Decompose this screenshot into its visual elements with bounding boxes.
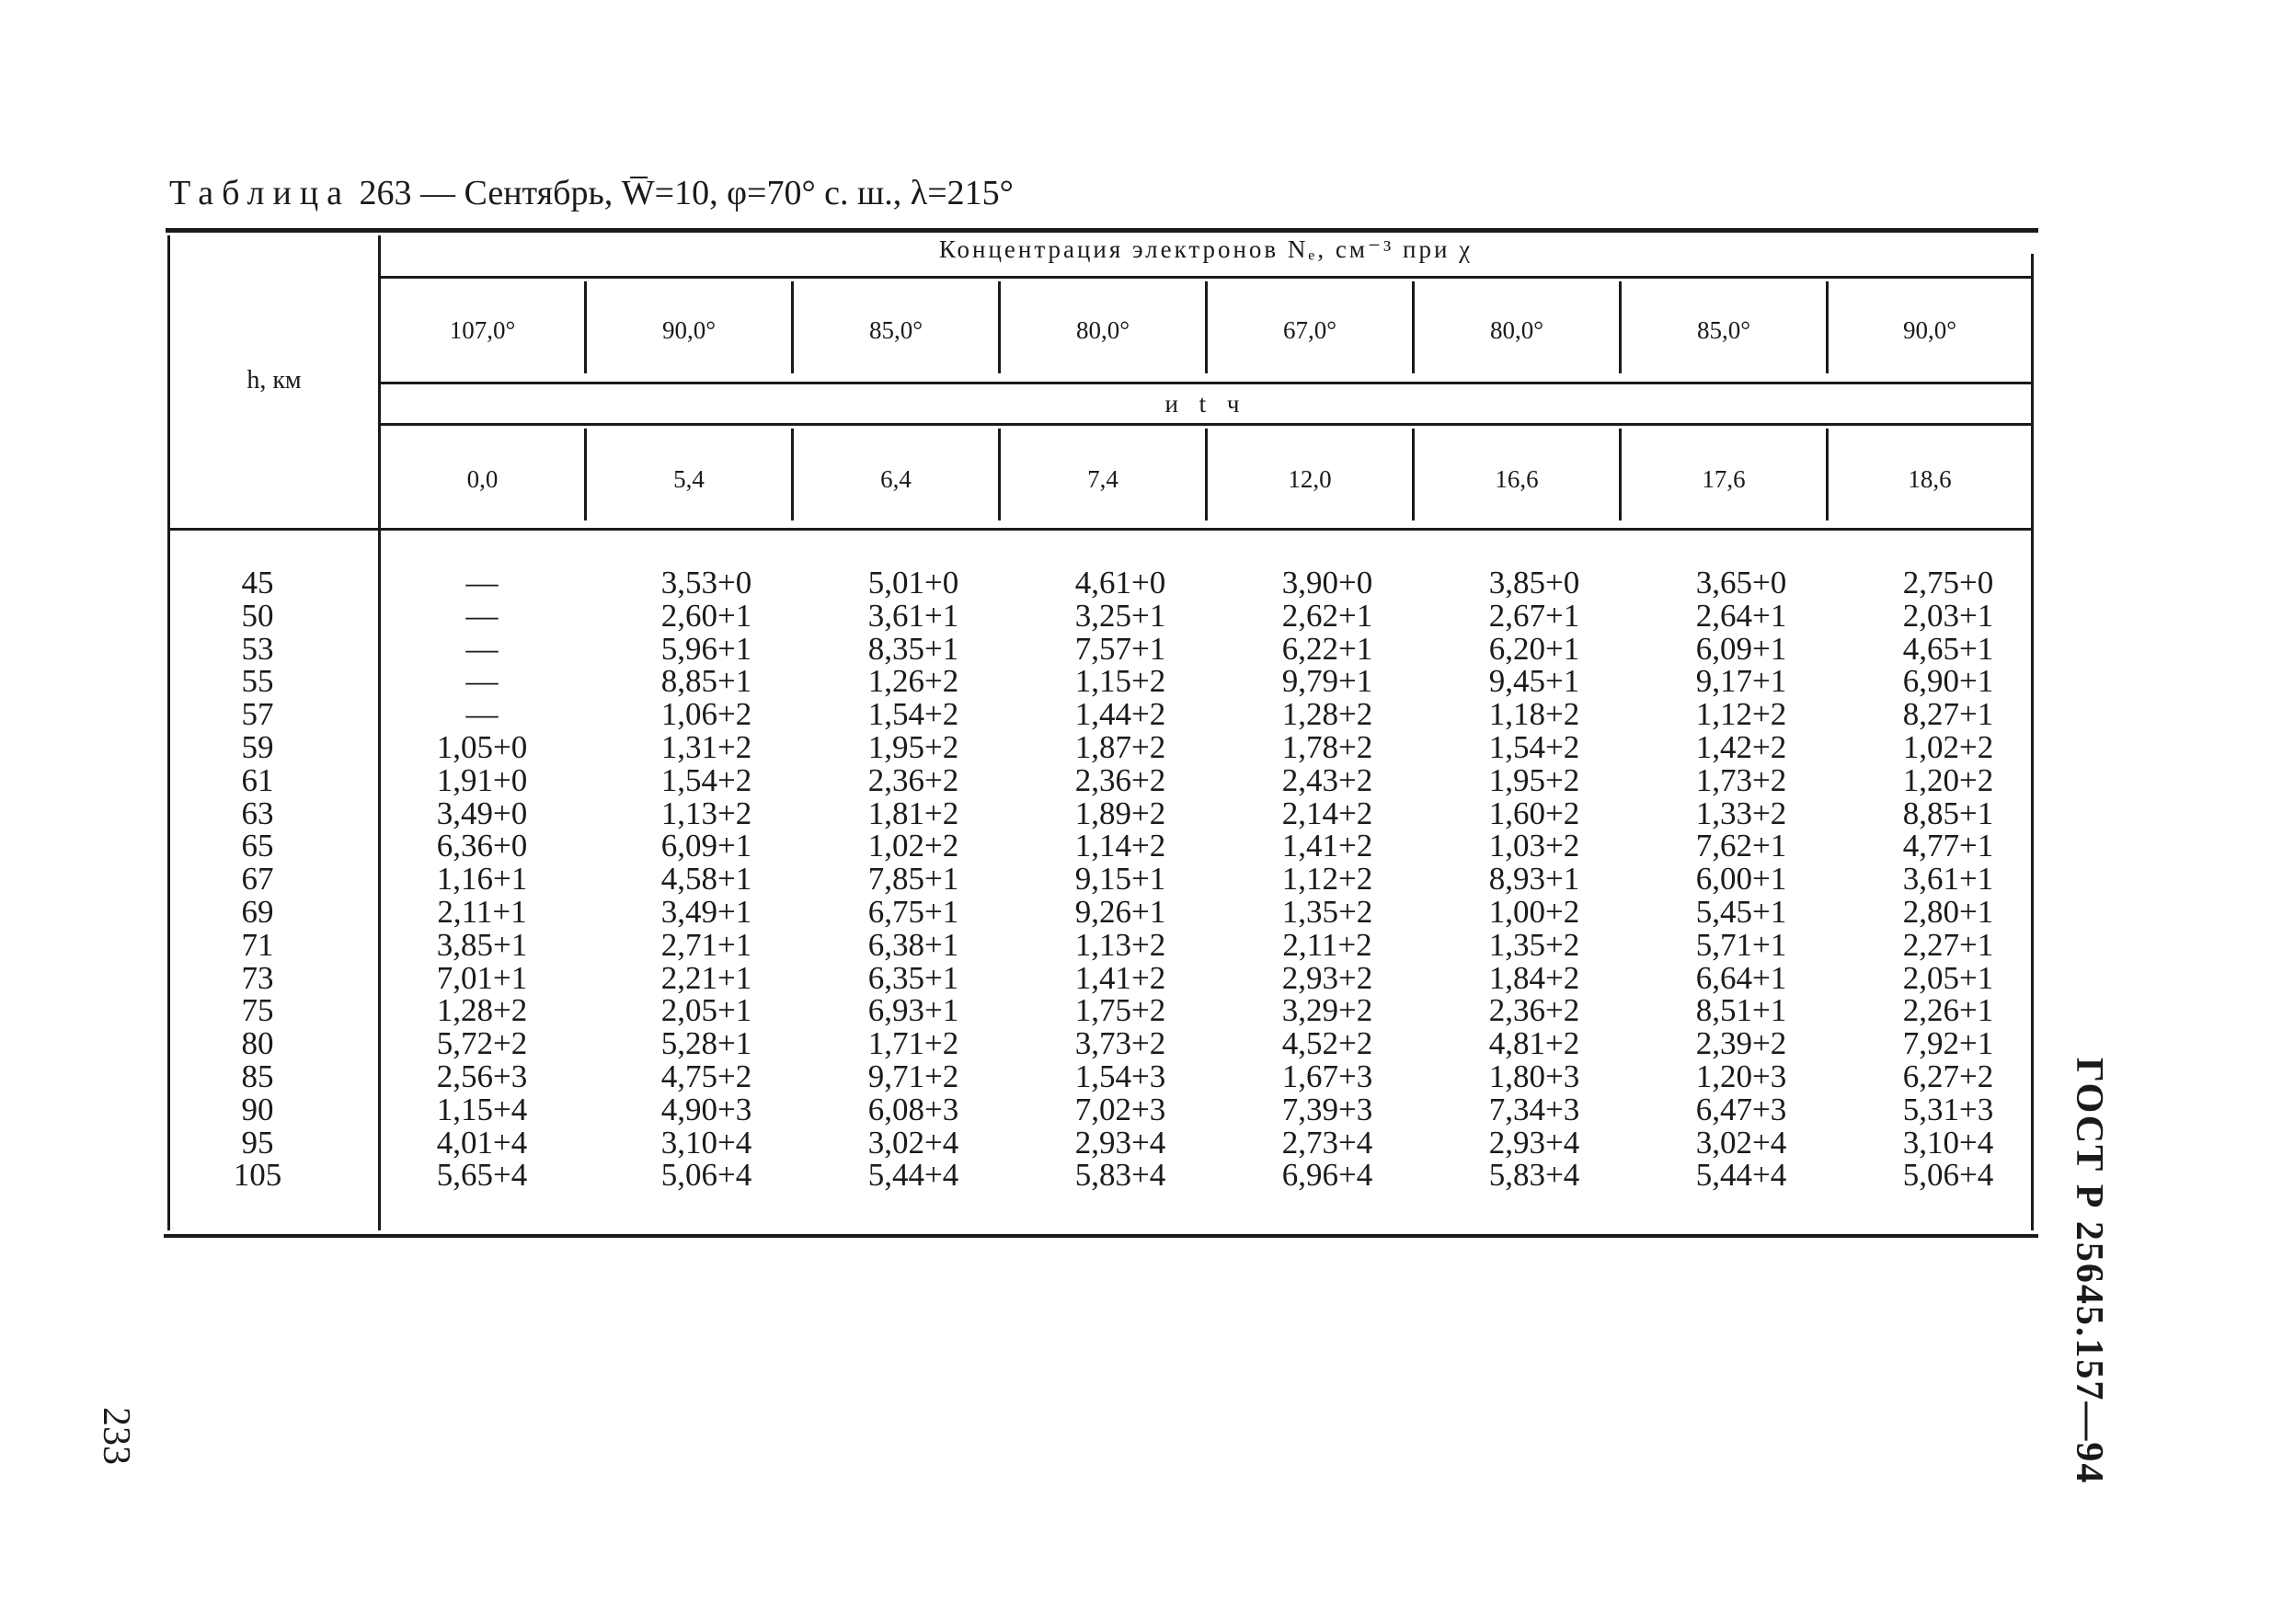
table-cell: 2,39+2 xyxy=(1695,1025,1787,1062)
data-column xyxy=(614,566,798,1192)
table-cell: 2,93+4 xyxy=(1074,1124,1166,1161)
t-value: 7,4 xyxy=(1087,465,1118,493)
table-cell: 6,35+1 xyxy=(867,959,959,996)
table-cell: 1,02+2 xyxy=(867,828,959,864)
chi-value: 80,0° xyxy=(1489,316,1544,344)
table-cell: 1,54+2 xyxy=(867,696,959,733)
table-cell: 1,28+2 xyxy=(1281,696,1373,733)
table-cell: 1,26+2 xyxy=(867,663,959,700)
table-cell: 2,71+1 xyxy=(660,926,752,963)
header-rule-bottom xyxy=(170,528,2031,531)
table-cell: 2,05+1 xyxy=(1902,959,1994,996)
table-cell: 2,73+4 xyxy=(1281,1124,1373,1161)
table-cell: 1,06+2 xyxy=(660,696,752,733)
table-cell: 1,18+2 xyxy=(1488,696,1580,733)
table-cell: 6,47+3 xyxy=(1695,1091,1787,1127)
header-rule-1 xyxy=(381,276,2031,279)
table-cell: 1,91+0 xyxy=(436,761,528,798)
table-cell: 3,73+2 xyxy=(1074,1025,1166,1062)
table-cell: 1,54+2 xyxy=(660,761,752,798)
table-cell: 5,83+4 xyxy=(1074,1157,1166,1194)
table-cell: 4,65+1 xyxy=(1902,630,1994,667)
table-cell: 1,14+2 xyxy=(1074,828,1166,864)
table-cell: 7,62+1 xyxy=(1695,828,1787,864)
table-cell: 5,44+4 xyxy=(867,1157,959,1194)
table-cell: 7,39+3 xyxy=(1281,1091,1373,1127)
table-cell: 4,61+0 xyxy=(1074,565,1166,600)
table-cell: 9,15+1 xyxy=(1074,861,1166,898)
t-value: 16,6 xyxy=(1495,465,1539,493)
table-cell: 1,95+2 xyxy=(867,728,959,765)
table-cell: 6,90+1 xyxy=(1902,663,1994,700)
table-cell: 6,00+1 xyxy=(1695,861,1787,898)
height-cell: 80 xyxy=(241,1025,274,1062)
table-cell: 9,71+2 xyxy=(867,1058,959,1094)
table-cell: 5,28+1 xyxy=(660,1025,752,1062)
table-cell: 6,64+1 xyxy=(1695,959,1787,996)
height-cell: 105 xyxy=(233,1157,282,1194)
table-cell: 1,12+2 xyxy=(1281,861,1373,898)
table-cell: 2,43+2 xyxy=(1281,761,1373,798)
table-cell: 5,65+4 xyxy=(436,1157,528,1194)
table-cell: 6,38+1 xyxy=(867,926,959,963)
document-side-title: ГОСТ Р 25645.157—94 xyxy=(2068,1058,2110,1485)
t-value: 12,0 xyxy=(1288,465,1332,493)
t-value: 17,6 xyxy=(1702,465,1746,493)
table-cell: 4,52+2 xyxy=(1281,1025,1373,1062)
caption-text: 263 — Сентябрь, W̅=10, φ=70° с. ш., λ=215° xyxy=(359,174,1014,212)
table-cell: 7,85+1 xyxy=(867,861,959,898)
table-cell: 3,02+4 xyxy=(1695,1124,1787,1161)
chi-value: 67,0° xyxy=(1282,316,1337,344)
table-cell: 6,22+1 xyxy=(1281,630,1373,667)
table-cell: 1,67+3 xyxy=(1281,1058,1373,1094)
table-cell: 3,10+4 xyxy=(660,1124,752,1161)
table-cell: 5,45+1 xyxy=(1695,893,1787,930)
table-cell: 5,06+4 xyxy=(1902,1157,1994,1194)
table-cell: 5,44+4 xyxy=(1695,1157,1787,1194)
table-cell: 3,49+0 xyxy=(436,795,528,831)
top-rule xyxy=(166,228,2038,233)
table-cell: 9,79+1 xyxy=(1281,663,1373,700)
table-cell: 3,61+1 xyxy=(867,597,959,634)
data-column xyxy=(821,566,1005,1192)
table-cell: 6,20+1 xyxy=(1488,630,1580,667)
concentration-header: Концентрация электронов Nₑ, см⁻³ при χ xyxy=(938,235,1474,263)
table-cell: 1,71+2 xyxy=(867,1025,959,1062)
height-cell: 67 xyxy=(241,861,274,898)
table-cell: 1,05+0 xyxy=(436,728,528,765)
data-column xyxy=(1442,566,1626,1192)
table-cell: 1,41+2 xyxy=(1281,828,1373,864)
table-cell: 6,09+1 xyxy=(1695,630,1787,667)
time-header: и t ч xyxy=(1164,390,1247,417)
table-cell: 1,81+2 xyxy=(867,795,959,831)
height-cell: 50 xyxy=(241,597,274,634)
table-caption xyxy=(169,173,1014,213)
bottom-rule xyxy=(164,1234,2038,1238)
table-cell: 3,61+1 xyxy=(1902,861,1994,898)
table-cell: 5,71+1 xyxy=(1695,926,1787,963)
t-value: 5,4 xyxy=(673,465,705,493)
table-cell: 1,87+2 xyxy=(1074,728,1166,765)
table-cell: 1,16+1 xyxy=(436,861,528,898)
chi-value: 107,0° xyxy=(449,316,516,344)
table-cell: 5,72+2 xyxy=(436,1025,528,1062)
t-value: 18,6 xyxy=(1908,465,1952,493)
height-cell: 59 xyxy=(241,728,274,765)
table-cell: 1,13+2 xyxy=(660,795,752,831)
table-cell: — xyxy=(465,663,499,700)
table-cell: 5,01+0 xyxy=(867,565,959,600)
page-number: 233 xyxy=(95,1407,137,1465)
chi-value: 85,0° xyxy=(1696,316,1751,344)
table-cell: 3,90+0 xyxy=(1281,565,1373,600)
table-cell: 2,21+1 xyxy=(660,959,752,996)
table-cell: 2,75+0 xyxy=(1902,565,1994,600)
table-cell: 5,96+1 xyxy=(660,630,752,667)
table-cell: 3,10+4 xyxy=(1902,1124,1994,1161)
table-cell: 1,54+3 xyxy=(1074,1058,1166,1094)
table-cell: 9,17+1 xyxy=(1695,663,1787,700)
table-cell: 6,96+4 xyxy=(1281,1157,1373,1194)
table-cell: 2,03+1 xyxy=(1902,597,1994,634)
table-cell: 6,93+1 xyxy=(867,992,959,1029)
header-rule-2 xyxy=(381,382,2031,384)
height-cell: 65 xyxy=(241,828,274,864)
height-cell: 63 xyxy=(241,795,274,831)
table-cell: 1,15+2 xyxy=(1074,663,1166,700)
table-cell: — xyxy=(465,696,499,733)
caption-label: Таблица xyxy=(169,174,351,212)
table-cell: 3,29+2 xyxy=(1281,992,1373,1029)
table-cell: 7,01+1 xyxy=(436,959,528,996)
table-cell: 3,25+1 xyxy=(1074,597,1166,634)
table-cell: 1,33+2 xyxy=(1695,795,1787,831)
table-cell: 6,09+1 xyxy=(660,828,752,864)
table-cell: 2,60+1 xyxy=(660,597,752,634)
table-cell: 3,85+0 xyxy=(1488,565,1580,600)
table-cell: 2,11+2 xyxy=(1282,926,1372,963)
table-cell: — xyxy=(465,597,499,634)
table-cell: 1,54+2 xyxy=(1488,728,1580,765)
height-cell: 61 xyxy=(241,761,274,798)
table-cell: 1,78+2 xyxy=(1281,728,1373,765)
header-rule-3 xyxy=(381,423,2031,426)
height-cell: 55 xyxy=(241,663,274,700)
height-cell: 53 xyxy=(241,630,274,667)
table-cell: 1,20+2 xyxy=(1902,761,1994,798)
table-cell: 2,14+2 xyxy=(1281,795,1373,831)
table-cell: 1,60+2 xyxy=(1488,795,1580,831)
table-cell: 5,31+3 xyxy=(1902,1091,1994,1127)
table-cell: 1,02+2 xyxy=(1902,728,1994,765)
table-cell: 8,93+1 xyxy=(1488,861,1580,898)
table-cell: 2,93+2 xyxy=(1281,959,1373,996)
data-column xyxy=(1235,566,1419,1192)
data-column xyxy=(1856,566,2040,1192)
table-cell: 3,49+1 xyxy=(660,893,752,930)
table-cell: 6,36+0 xyxy=(436,828,528,864)
table-cell: 8,27+1 xyxy=(1902,696,1994,733)
table-cell: 6,27+2 xyxy=(1902,1058,1994,1094)
table-cell: 2,67+1 xyxy=(1488,597,1580,634)
table-cell: 1,41+2 xyxy=(1074,959,1166,996)
table-cell: 7,92+1 xyxy=(1902,1025,1994,1062)
chi-value: 90,0° xyxy=(661,316,717,344)
data-column xyxy=(1649,566,1833,1192)
table-cell: 2,36+2 xyxy=(1488,992,1580,1029)
height-cell: 73 xyxy=(241,959,274,996)
table-cell: — xyxy=(465,630,499,667)
table-cell: 2,36+2 xyxy=(1074,761,1166,798)
table-cell: 1,35+2 xyxy=(1488,926,1580,963)
data-column xyxy=(390,566,574,1192)
table-cell: 1,00+2 xyxy=(1488,893,1580,930)
h-column-divider xyxy=(378,235,381,1230)
table-cell: 7,57+1 xyxy=(1074,630,1166,667)
table-cell: 1,42+2 xyxy=(1695,728,1787,765)
chi-value: 85,0° xyxy=(868,316,923,344)
table-cell: 1,20+3 xyxy=(1695,1058,1787,1094)
height-cell: 90 xyxy=(241,1091,274,1127)
table-cell: 1,80+3 xyxy=(1488,1058,1580,1094)
table-cell: 1,15+4 xyxy=(436,1091,528,1127)
table-cell: 2,56+3 xyxy=(436,1058,528,1094)
t-value: 0,0 xyxy=(466,465,499,493)
table-cell: 1,31+2 xyxy=(660,728,752,765)
table-cell: 1,03+2 xyxy=(1488,828,1580,864)
table-cell: 4,90+3 xyxy=(660,1091,752,1127)
table-cell: 1,89+2 xyxy=(1074,795,1166,831)
table-cell: 5,06+4 xyxy=(660,1157,752,1194)
table-cell: 1,28+2 xyxy=(436,992,528,1029)
table-cell: 2,26+1 xyxy=(1902,992,1994,1029)
t-value: 6,4 xyxy=(880,465,912,493)
height-cell: 57 xyxy=(241,696,274,733)
table-cell: 2,11+1 xyxy=(437,893,527,930)
table-cell: 8,51+1 xyxy=(1695,992,1787,1029)
h-column-header: h, км xyxy=(247,366,302,395)
table-cell: 2,05+1 xyxy=(660,992,752,1029)
table-cell: 2,64+1 xyxy=(1695,597,1787,634)
table-cell: 3,65+0 xyxy=(1695,565,1787,600)
table-cell: 2,36+2 xyxy=(867,761,959,798)
table-cell: 9,45+1 xyxy=(1488,663,1580,700)
table-cell: 6,75+1 xyxy=(867,893,959,930)
table-cell: 4,81+2 xyxy=(1488,1025,1580,1062)
table-cell: 8,85+1 xyxy=(660,663,752,700)
table-cell: 2,80+1 xyxy=(1902,893,1994,930)
table-cell: 1,12+2 xyxy=(1695,696,1787,733)
table-cell: 8,35+1 xyxy=(867,630,959,667)
table-cell: 7,34+3 xyxy=(1488,1091,1580,1127)
table-cell: 1,84+2 xyxy=(1488,959,1580,996)
table-cell: 1,73+2 xyxy=(1695,761,1787,798)
table-cell: 9,26+1 xyxy=(1074,893,1166,930)
table-cell: 1,44+2 xyxy=(1074,696,1166,733)
table-cell: 3,85+1 xyxy=(436,926,528,963)
table-cell: 2,27+1 xyxy=(1902,926,1994,963)
height-cell: 71 xyxy=(241,926,274,963)
chi-value: 90,0° xyxy=(1902,316,1957,344)
height-cell: 75 xyxy=(241,992,274,1029)
table-cell: 3,02+4 xyxy=(867,1124,959,1161)
table-cell: 4,58+1 xyxy=(660,861,752,898)
table-cell: 4,77+1 xyxy=(1902,828,1994,864)
table-cell: 3,53+0 xyxy=(660,565,752,600)
data-column xyxy=(1028,566,1212,1192)
height-cell: 45 xyxy=(241,565,274,600)
height-cell: 95 xyxy=(241,1124,274,1161)
table-cell: 5,83+4 xyxy=(1488,1157,1580,1194)
height-cell: 85 xyxy=(241,1058,274,1094)
height-column xyxy=(170,566,345,1192)
table-cell: 4,01+4 xyxy=(436,1124,528,1161)
table-cell: — xyxy=(465,565,499,600)
table-cell: 2,93+4 xyxy=(1488,1124,1580,1161)
table-cell: 1,95+2 xyxy=(1488,761,1580,798)
table-cell: 1,35+2 xyxy=(1281,893,1373,930)
table-cell: 1,13+2 xyxy=(1074,926,1166,963)
table-cell: 1,75+2 xyxy=(1074,992,1166,1029)
chi-value: 80,0° xyxy=(1075,316,1130,344)
table-cell: 8,85+1 xyxy=(1902,795,1994,831)
table-cell: 2,62+1 xyxy=(1281,597,1373,634)
table-cell: 7,02+3 xyxy=(1074,1091,1166,1127)
height-cell: 69 xyxy=(241,893,274,930)
table-cell: 4,75+2 xyxy=(660,1058,752,1094)
table-cell: 6,08+3 xyxy=(867,1091,959,1127)
